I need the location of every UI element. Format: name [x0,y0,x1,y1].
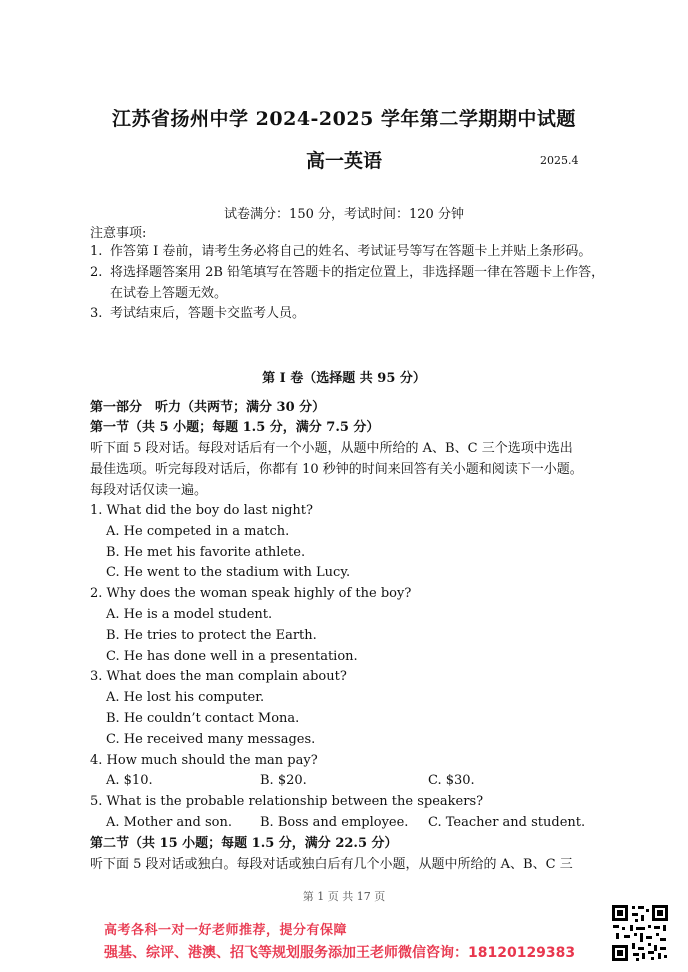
note-item [90,263,610,305]
section2-instruction: 听下面 5 段对话或独白。每段对话或独白后有几个小题，从题中所给的 A、B、C 三 [90,856,573,872]
volume-title: 第 I 卷（选择题 共 95 分） [262,371,426,386]
note-number: 3. [90,306,103,322]
qr-code-graphic [610,903,670,963]
part1-heading: 第一部分 听力（共两节；满分 30 分） [90,400,326,415]
option: C. He went to the stadium with Lucy. [106,565,351,581]
note-text: 将选择题答案用 2B 铅笔填写在答题卡的指定位置上，非选择题一律在答题卡上作答，在试卷上答题无效。 [110,264,605,301]
option: A. He lost his computer. [106,690,265,706]
option: A. $10. [106,773,153,789]
question-text: 4. How much should the man pay? [90,752,318,768]
note-text: 作答第 I 卷前，请考生务必将自己的姓名、考试证号等写在答题卡上并贴上条形码。 [110,244,592,259]
option: C. He has done well in a presentation. [106,648,358,664]
instruction-line: 最佳选项。听完每段对话后，你都有 10 秒钟的时间来回答有关小题和阅读下一小题。 [90,462,583,477]
option: B. $20. [260,773,307,789]
option: B. He met his favorite athlete. [106,544,306,560]
notes-list [90,242,610,325]
question-text: 2. Why does the woman speak highly of the boy? [90,586,412,602]
exam-subject: 高一英语 [305,150,382,172]
question-text: 1. What did the boy do last night? [90,503,313,518]
note-text: 考试结束后，答题卡交监考人员。 [110,306,306,322]
note-item [90,242,610,263]
option-row [90,771,610,792]
option: C. Teacher and student. [428,814,586,830]
option: A. Mother and son. [106,814,233,830]
section2-heading: 第二节（共 15 小题；每题 1.5 分，满分 22.5 分） [90,835,398,851]
question-list [90,501,610,875]
option: B. He tries to protect the Earth. [106,627,317,643]
qr-code-icon[interactable] [610,903,670,963]
promo-line: 强基、综评、港澳、招飞等规划服务添加王老师微信咨询：18120129383 [104,945,576,961]
exam-date: 2025.4 [540,154,579,167]
question-text: 5. What is the probable relationship between the speakers? [90,794,484,810]
page-number: 第 1 页 共 17 页 [302,890,386,903]
section1-heading: 第一节（共 5 小题；每题 1.5 分，满分 7.5 分） [90,420,380,435]
option: C. $30. [428,773,475,789]
notes-heading: 注意事项: [90,226,147,241]
question-text: 3. What does the man complain about? [90,669,347,685]
note-item [90,304,610,325]
option-row [90,813,610,834]
exam-title: 江苏省扬州中学 2024-2025 学年第二学期期中试题 [112,108,576,130]
option: B. He couldn’t contact Mona. [106,710,300,726]
note-number: 1. [90,244,103,259]
promo-line: 高考各科一对一好老师推荐，提分有保障 [104,923,348,938]
option: C. He received many messages. [106,731,316,747]
note-number: 2. [90,264,103,280]
exam-info: 试卷满分：150 分，考试时间：120 分钟 [224,207,464,222]
instruction-line: 听下面 5 段对话。每段对话后有一个小题，从题中所给的 A、B、C 三个选项中选出 [90,441,573,456]
option: B. Boss and employee. [260,814,409,830]
instruction-line: 每段对话仅读一遍。 [90,483,208,498]
option: A. He is a model student. [106,606,273,622]
option: A. He competed in a match. [106,523,290,539]
